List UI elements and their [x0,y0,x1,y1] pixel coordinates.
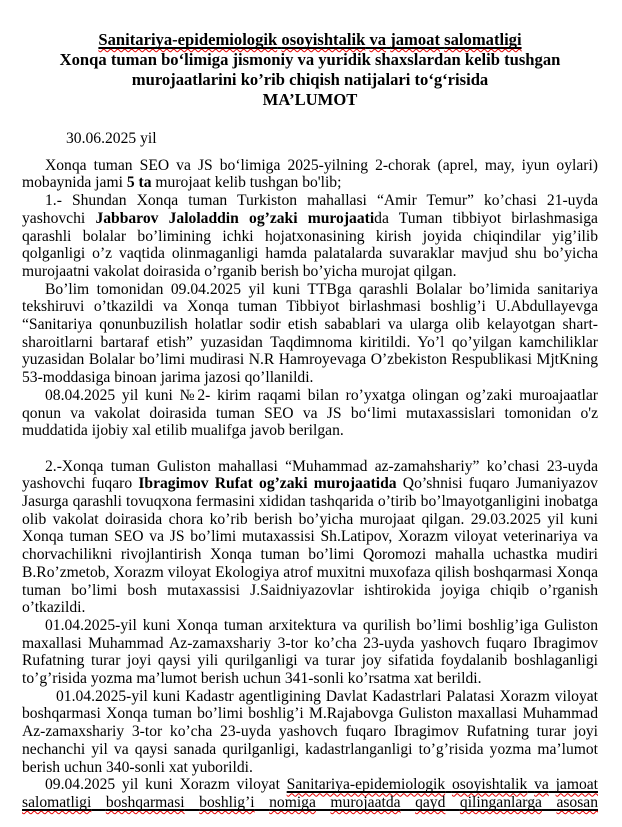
paragraph-letter-341: 01.04.2025-yil kuni Xonqa tuman arxitektura va qurilish bo’limi boshlig’iga Guliston maxallasi Muhammad Az-zamaxshariy 3-tor ko’cha 23-uyda yashovch fuqaro Ibragimov Rufatning turar joyi qaysi yili qurilganligi va turar joy sifatida foydalanib boshlaganligi to’g’risida yozma ma’lumot berish uchun 341-sonli ko’rsatma xat berildi. [22,616,598,688]
title-line-1-text: Sanitariya-epidemiologik osoyishtalik va jamoat salomatligi [98,30,522,49]
paragraph-summary [22,157,598,192]
final-text-before: 09.04.2025 yil kuni Xorazm viloyat [45,776,287,794]
complaint-1-text-before: 1.- Shundan Xonqa tuman Turkiston mahallasi “Amir Temur” ko’chasi 21-uyda yashovchi [22,192,598,227]
paragraph-complaint-1-result: 08.04.2025 yil kuni №2- kirim raqami bilan ro’yxatga olingan og’zaki muroajaatlar qonun va vakolat doirasida tuman SEO va JS bo‘limi mutaxassislari tomonidan o'z muddatida ijobiy xal etilib mualifga javob berilgan. [22,386,598,440]
title-underlined-phrase [98,30,521,49]
complaint-2-text-before: 2.-Xonqa tuman Guliston mahallasi “Muhammad az-zamahshariy” ko’chasi 23-uyda yashovchi fuqaro [22,457,598,493]
summary-text-before: Xonqa tuman SEO va JS bo‘limiga 2025-yilning 2-chorak (aprel, may, iyun oylari) mobaynida jami [22,156,598,192]
document-title [22,30,598,110]
title-line-4: MA’LUMOT [262,90,358,109]
paragraph-complaint-1-action: Bo’lim tomonidan 09.04.2025 yil kuni TTBga qarashli Bolalar bo’limida sanitariya tekshiruvi o’tkazildi va Xonqa tuman Tibbiyot birlashmasi boshlig’i U.Abdullayevga “Sanitariya qonunbuzilish holatlar sodir etish sabablari va ularga olib kelayotgan shart-sharoitlarni bartaraf etish” yuzasidan Taqdimnoma kiritildi. Yo’l qo’yilgan kamchiliklar yuzasidan Bolalar bo’limi mudirasi N.R Hamroyevaga O’zbekiston Respublikasi MjtKning 53-moddasiga binoan jarima jazosi qo’llanildi. [22,280,598,387]
title-line-2: Xonqa tuman bo‘limiga jismoniy va yuridik shaxslardan kelib tushgan [59,50,561,69]
summary-text-after: murojaat kelib tushgan bo'lib; [151,174,342,192]
title-line-3: murojaatlarini ko’rib chiqish natijalari to‘g‘risida [131,70,489,89]
paragraph-letter-340: 01.04.2025-yil kuni Kadastr agentligining Davlat Kadastrlari Palatasi Xorazm viloyat boshqarmasi Xonqa tuman bo’limi boshlig’i M.Rajabovga Guliston maxallasi Muhammad Az-zamaxshariy 3-tor ko’cha 23-uyda yashovch fuqaro Ibragimov Rufatning turar joyi nechanchi yil va qaysi sanada qurilganligi, kadastrlanganligi to’g’risida yozma ma’lumot berish uchun 340-sonli xat yuborildi. [22,687,598,776]
date-line: 30.06.2025 yil [66,130,157,147]
complaint-2-text-after: Qo’shnisi fuqaro Jumaniyazov Jasurga qarashli tovuqxona fermasini xididan tashqarida o’tirib bo’lmayotganligini inobatga olib vakolat doirasida chora ko’rib berish bo’yicha murojaat qilgan. 29.03.2025 yil kuni Xonqa tuman SEO va JS bo’limi mutaxassisi Sh.Latipov, Xorazm viloyat veterinariya va chorvachilikni rivojlantirish Xonqa tuman bo’limi Qoromozi mahalla uchastka mudiri B.Ro’zmetob, Xorazm viloyat Ekologiya atrof muxitni muxofaza qilish boshqarmasi Xonqa tuman bo’limi bosh mutaxassisi J.Saidniyazovlar ishtirokida joyiga chiqib o’rganish o’tkazildi. [22,475,598,617]
paragraph-complaint-2 [22,458,598,617]
final-underlined-text: Sanitariya-epidemiologik osoyishtalik va jamoat salomatligi boshqarmasi boshlig’i nomiga murojaatda qayd qilinganlarga asosan [22,776,599,811]
title-line-1 [22,30,598,50]
complaint-2-applicant: Ibragimov Rufat og’zaki murojaatida [138,475,397,493]
complaint-1-text-after: da Tuman tibbiyot birlashmasiga qarashli bolalar bo’limining ichki hojatxonasining kirish joyida chiqindilar yig’ilib qolganligi o’z vaqtida olinmaganligi hamda palatalarda suvaraklar mavjud shu bo’yicha murojaatni vakolat doirasida o’rganib berish bo’yicha murojat qilgan. [22,209,598,280]
paragraph-complaint-1 [22,192,598,281]
paragraph-final [22,776,598,811]
complaint-count: 5 ta [126,174,152,192]
complaint-1-applicant: Jabbarov Jaloladdin og’zaki murojaati [95,209,375,227]
